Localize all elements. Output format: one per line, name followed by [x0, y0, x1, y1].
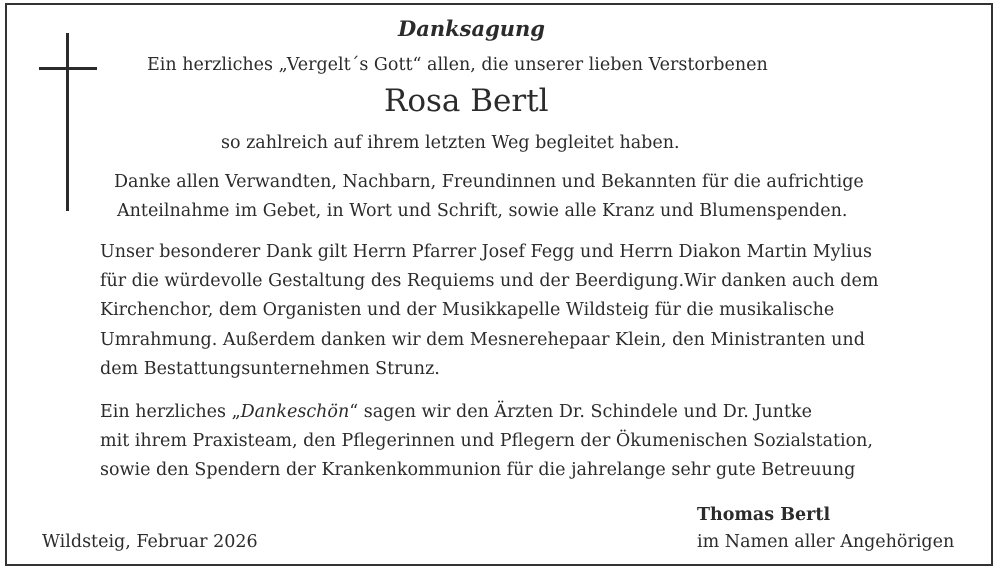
intro-line: Ein herzliches „Vergelt´s Gott“ allen, die unserer lieben Verstorbenen — [147, 55, 768, 75]
paragraph2-line1: Unser besonderer Dank gilt Herrn Pfarrer Josef Fegg und Herrn Diakon Martin Mylius — [100, 242, 873, 262]
paragraph3-line1-post: “ sagen wir den Ärzten Dr. Schindele und Dr. Juntke — [349, 402, 812, 422]
paragraph1-line2: Anteilnahme im Gebet, in Wort und Schrift, sowie alle Kranz und Blumenspenden. — [117, 201, 848, 221]
notice-title: Danksagung — [398, 16, 545, 41]
after-name-line: so zahlreich auf ihrem letzten Weg begleitet haben. — [221, 133, 680, 153]
paragraph3-line2: mit ihrem Praxisteam, den Pflegerinnen und Pflegern der Ökumenischen Sozialstation, — [100, 431, 873, 451]
paragraph2-line5: dem Bestattungsunternehmen Strunz. — [100, 359, 440, 379]
paragraph2-line2: für die würdevolle Gestaltung des Requiems und der Beerdigung.Wir danken auch dem — [100, 271, 879, 291]
signature-name: Thomas Bertl — [697, 505, 831, 525]
signature-subtitle: im Namen aller Angehörigen — [697, 532, 955, 552]
paragraph3-line3: sowie den Spendern der Krankenkommunion für die jahrelange sehr gute Betreuung — [100, 460, 856, 480]
paragraph1-line1: Danke allen Verwandten, Nachbarn, Freundinnen und Bekannten für die aufrichtige — [114, 172, 864, 192]
paragraph3-line1-italic: Dankeschön — [240, 402, 350, 422]
paragraph2-line3: Kirchenchor, dem Organisten und der Musikkapelle Wildsteig für die musikalische — [100, 300, 835, 320]
place-date: Wildsteig, Februar 2026 — [42, 532, 258, 552]
paragraph3-line1-pre: Ein herzliches „ — [100, 402, 241, 422]
paragraph2-line4: Umrahmung. Außerdem danken wir dem Mesnerehepaar Klein, den Ministranten und — [100, 330, 865, 350]
paragraph3-line1 — [100, 402, 812, 422]
deceased-name: Rosa Bertl — [384, 83, 549, 119]
